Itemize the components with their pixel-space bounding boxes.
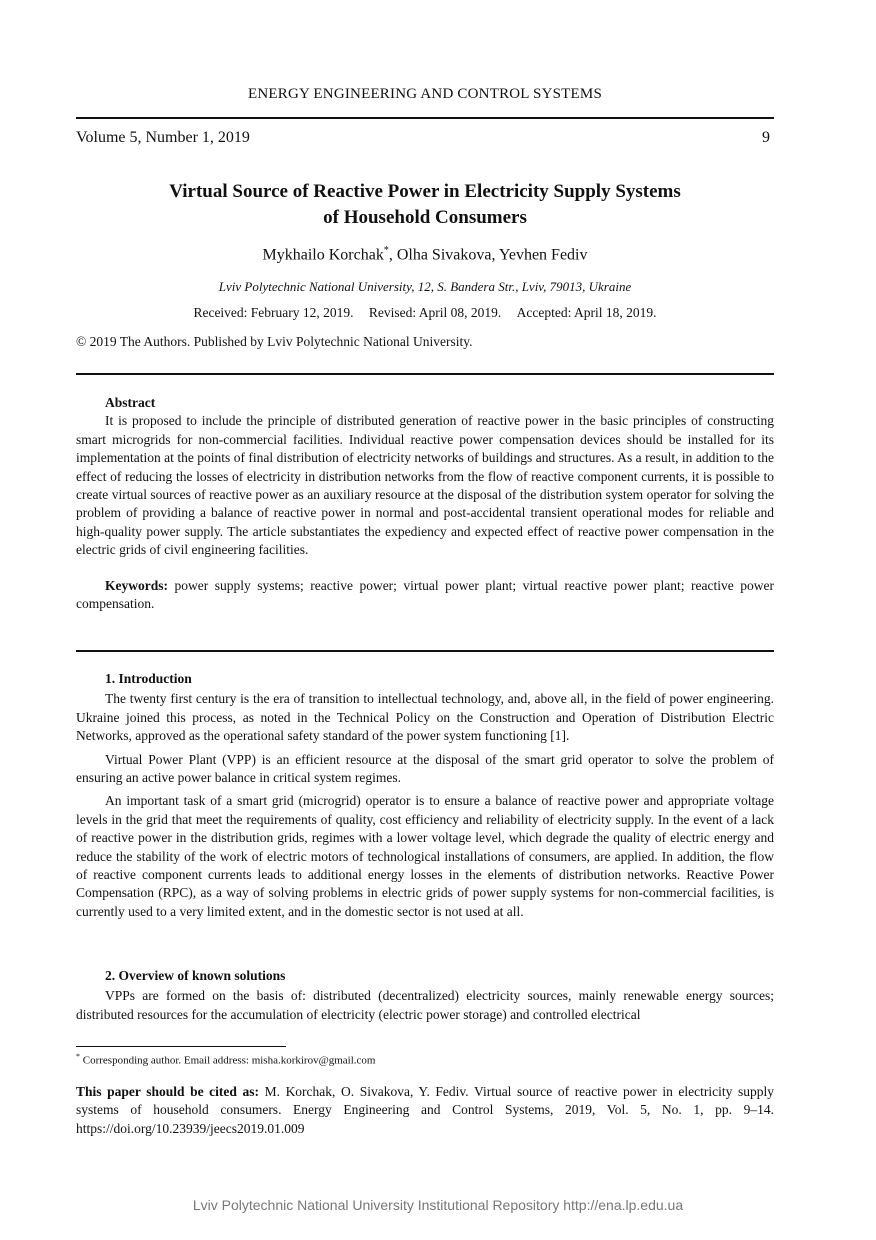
repository-footer: Lviv Polytechnic National University Institutional Repository http://ena.lp.edu.ua — [192, 1197, 684, 1213]
title-line-2: of Household Consumers — [323, 207, 527, 228]
keywords — [76, 577, 774, 614]
author-marker: * — [383, 245, 389, 256]
section-introduction — [76, 670, 774, 921]
header-rule — [76, 117, 774, 119]
citation-label: This paper should be cited as: — [76, 1084, 259, 1099]
section-1-heading: 1. Introduction — [105, 671, 192, 686]
author-rest: , Olha Sivakova, Yevhen Fediv — [388, 246, 588, 264]
abstract-top-rule — [76, 373, 774, 375]
intro-paragraph-1: The twenty first century is the era of transition to intellectual technology, and, above all, in the field of power engineering. Ukraine joined this process, as noted in the Technical Policy on the Construction and Operation of Distribution Electric Networks, approved as the operational safety standard of the power system functioning [1]. — [76, 691, 774, 744]
footnote — [76, 1052, 774, 1067]
citation-text: M. Korchak, O. Sivakova, Y. Fediv. Virtual source of reactive power in electricity supply systems of household consumers. Energy Engineering and Control Systems, 2019, Vol. 5, No. 1, pp. 9–14. https://doi.org/10.23939/jeecs2019.01.009 — [76, 1084, 774, 1136]
date-received: Received: February 12, 2019. — [193, 305, 354, 320]
keywords-label: Keywords: — [105, 577, 168, 593]
footnote-rule — [76, 1046, 286, 1047]
abstract-heading: Abstract — [105, 395, 156, 410]
volume-info: Volume 5, Number 1, 2019 — [76, 129, 250, 146]
volume-line — [76, 129, 774, 147]
abstract-section — [76, 394, 774, 613]
authors — [76, 245, 774, 264]
paper-title — [76, 179, 774, 231]
dates — [76, 305, 774, 321]
journal-name: ENERGY ENGINEERING AND CONTROL SYSTEMS — [248, 86, 602, 102]
page-number: 9 — [762, 129, 770, 146]
date-revised: Revised: April 08, 2019. — [368, 305, 502, 320]
keywords-text: power supply systems; reactive power; virtual power plant; virtual reactive power plant; reactive power compensation. — [76, 577, 774, 612]
intro-paragraph-3: An important task of a smart grid (microgrid) operator is to ensure a balance of reactive power and appropriate voltage levels in the grid that meet the requirements of quality, cost efficiency and reliability of electricity supply. In the event of a lack of reactive power in the distribution grids, regimes with a lower voltage level, which degrade the quality of electric energy and reduce the stability of the work of electric motors of technological installations of consumers, are applied. In addition, the flow of reactive component currents leads to additional energy losses in the elements of distribution networks. Reactive Power Compensation (RPC), as a way of solving problems in electric grids of power supply systems for non-commercial facilities, is currently used to a very limited extent, and in the domestic sector is not used at all. — [76, 793, 774, 919]
copyright: © 2019 The Authors. Published by Lviv Polytechnic National University. — [76, 334, 473, 349]
intro-paragraph-2: Virtual Power Plant (VPP) is an efficient resource at the disposal of the smart grid operator to solve the problem of ensuring an active power balance in critical system regimes. — [76, 751, 774, 786]
abstract-bottom-rule — [76, 650, 774, 652]
affiliation: Lviv Polytechnic National University, 12, S. Bandera Str., Lviv, 79013, Ukraine — [218, 279, 632, 294]
author-first: Mykhailo Korchak — [262, 246, 384, 264]
date-accepted: Accepted: April 18, 2019. — [516, 305, 657, 320]
citation — [76, 1083, 774, 1138]
overview-paragraph-1: VPPs are formed on the basis of: distributed (decentralized) electricity sources, mainly renewable energy sources; distributed resources for the accumulation of electricity (electric power storage) and controlled electrical — [76, 988, 774, 1022]
section-2-heading: 2. Overview of known solutions — [105, 968, 286, 983]
section-overview — [76, 967, 774, 1024]
abstract-text: It is proposed to include the principle of distributed generation of reactive power in the basic principles of constructing smart microgrids for non-commercial facilities. Individual reactive power compensation devices should be installed for its implementation at the points of final distribution of electricity networks of buildings and structures. As a result, in addition to the effect of reducing the losses of electricity in distribution networks from the flow of reactive component currents, it is possible to create virtual sources of reactive power as an auxiliary resource at the disposal of the distribution system operator for solving the problem of providing a balance of reactive power in normal and post-accidental transient operational modes for reliable and high-quality power supply. The article substantiates the expediency and expected effect of reactive power compensation in the electric grids of civil engineering facilities. — [76, 413, 774, 558]
title-line-1: Virtual Source of Reactive Power in Electricity Supply Systems — [169, 181, 681, 202]
footnote-marker: * — [76, 1052, 80, 1061]
footnote-text: Corresponding author. Email address: misha.korkirov@gmail.com — [80, 1054, 376, 1067]
